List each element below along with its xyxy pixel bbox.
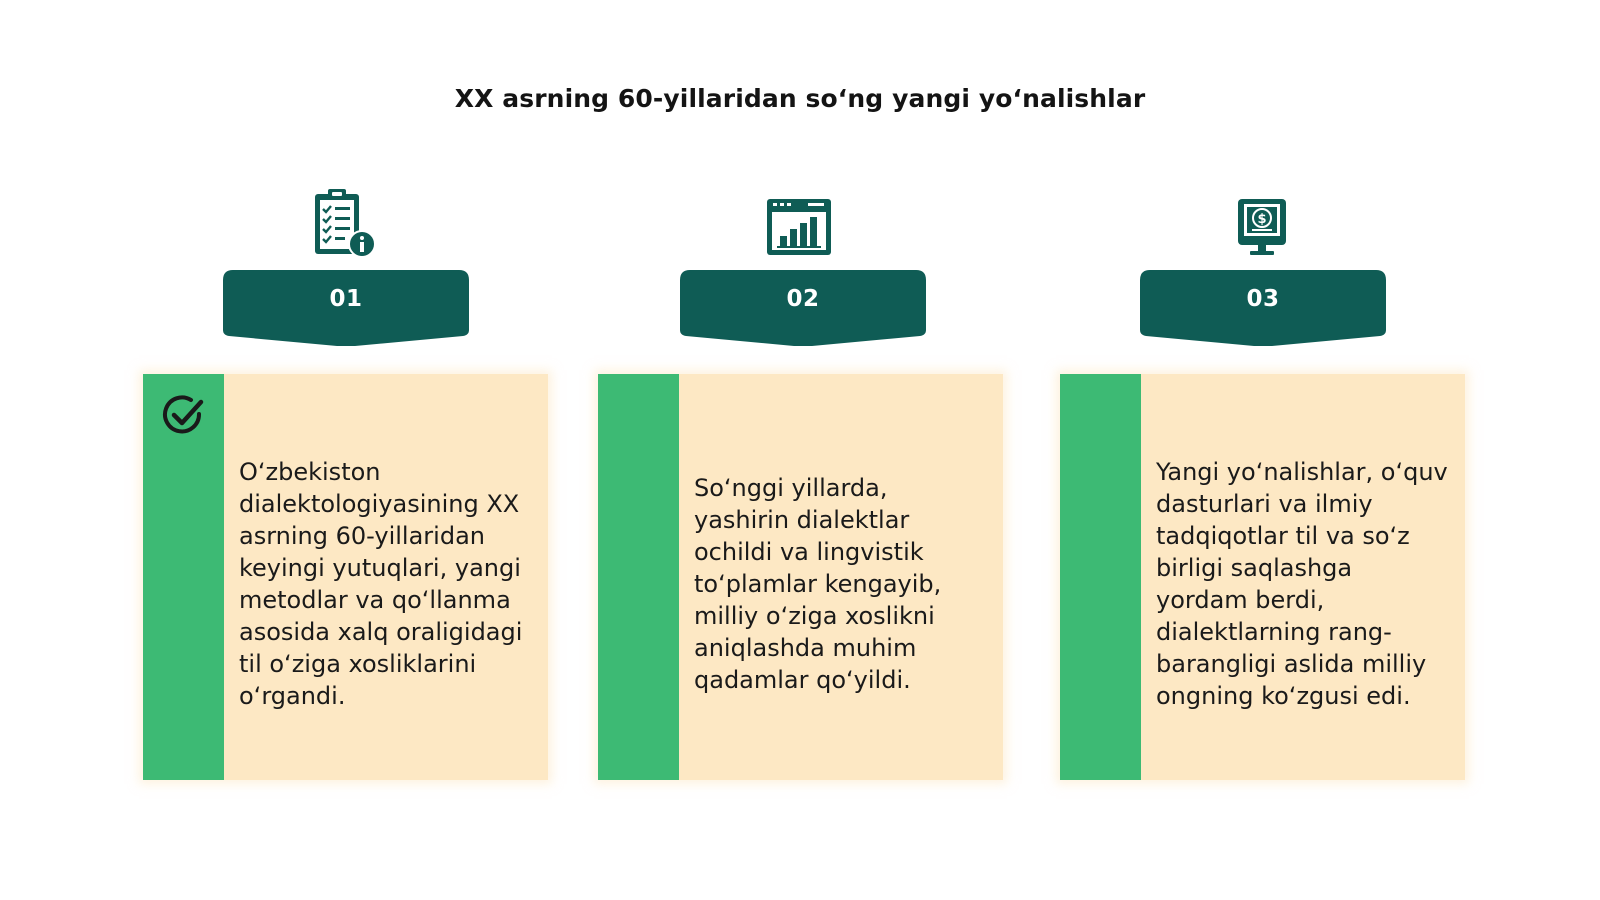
step-card <box>598 374 1003 780</box>
step-number: 03 <box>1246 286 1280 312</box>
check-circle-icon <box>161 394 207 438</box>
step-description: Yangi yo‘nalishlar, o‘quv dasturlari va ilmiy tadqiqotlar til va so‘z birligi saqlashga yordam berdi, dialektlarning rang-barangligi aslida milliy ongning ko‘zgusi edi. <box>1156 458 1448 710</box>
step-card <box>1060 374 1465 780</box>
step-number-badge <box>223 270 469 346</box>
clipboard-checklist-info-icon <box>310 188 380 260</box>
step-column-1 <box>143 0 553 900</box>
card-accent-bar <box>1060 374 1141 780</box>
step-number: 01 <box>329 286 363 312</box>
bar-chart-browser-icon <box>764 196 834 258</box>
step-description: So‘nggi yillarda, yashirin dialektlar ochildi va lingvistik to‘plamlar kengayib, milliy o‘ziga xoslikni aniqlashda muhim qadamlar qo‘yildi. <box>694 474 942 694</box>
computer-dollar-icon <box>1235 196 1289 258</box>
step-number-badge <box>1140 270 1386 346</box>
step-column-3 <box>1060 0 1470 900</box>
card-accent-bar <box>598 374 679 780</box>
step-card <box>143 374 548 780</box>
card-accent-bar <box>143 374 224 780</box>
page-title: XX asrning 60-yillaridan so‘ng yangi yo‘nalishlar <box>454 84 1146 113</box>
step-number: 02 <box>786 286 820 312</box>
step-description: O‘zbekiston dialektologiyasining XX asrning 60-yillaridan keyingi yutuqlari, yangi metodlar va qo‘llanma asosida xalq oraligidagi til o‘ziga xosliklarini o‘rgandi. <box>239 458 523 710</box>
step-column-2 <box>598 0 1008 900</box>
step-number-badge <box>680 270 926 346</box>
svg-text:$: $ <box>1257 212 1267 227</box>
